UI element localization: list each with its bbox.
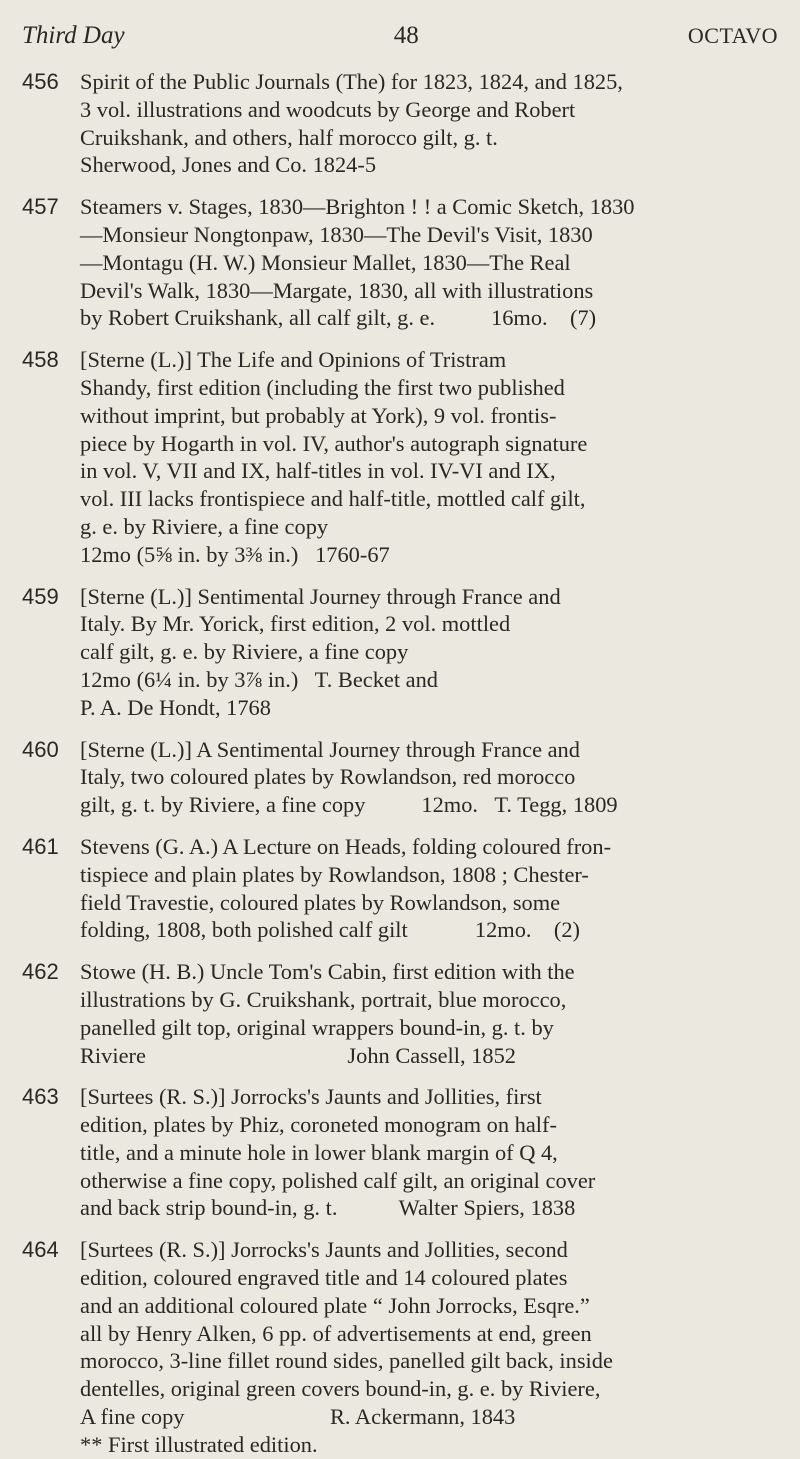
lot-entry bbox=[22, 1083, 778, 1222]
lot-entry bbox=[22, 958, 778, 1069]
lot-description-line: ** First illustrated edition. bbox=[80, 1431, 318, 1457]
lot-description bbox=[80, 193, 778, 332]
lot-description-line: field Travestie, coloured plates by Rowlandson, some bbox=[80, 889, 561, 915]
lot-description bbox=[80, 833, 778, 944]
lot-description-line: —Monsieur Nongtonpaw, 1830—The Devil's Visit, 1830 bbox=[80, 221, 593, 247]
lot-description-line: Spirit of the Public Journals (The) for 1823, 1824, and 1825, bbox=[80, 69, 623, 94]
lot-description-line: gilt, g. t. by Riviere, a fine copy 12mo. T. Tegg, 1809 bbox=[80, 792, 618, 818]
lot-description-line: Sherwood, Jones and Co. 1824-5 bbox=[80, 152, 377, 178]
lot-description-line: and back strip bound-in, g. t. Walter Spiers, 1838 bbox=[80, 1195, 576, 1221]
lot-description-line: piece by Hogarth in vol. IV, author's autograph signature bbox=[80, 430, 588, 456]
lot-description-line: [Sterne (L.)] Sentimental Journey through France and bbox=[80, 583, 561, 609]
section-title: Third Day bbox=[22, 22, 125, 49]
lot-description-line: all by Henry Alken, 6 pp. of advertisements at end, green bbox=[80, 1320, 592, 1346]
lot-entry bbox=[22, 193, 778, 332]
lot-description-line: [Surtees (R. S.)] Jorrocks's Jaunts and Jollities, second bbox=[80, 1237, 568, 1263]
lot-number: 460 bbox=[22, 736, 59, 762]
lot-description-line: Stowe (H. B.) Uncle Tom's Cabin, first edition with the bbox=[80, 959, 575, 985]
lot-description-line: Cruikshank, and others, half morocco gilt, g. t. bbox=[80, 124, 498, 150]
lot-description bbox=[80, 1083, 778, 1222]
lot-description-line: edition, plates by Phiz, coroneted monogram on half- bbox=[80, 1112, 557, 1138]
lot-description-line: [Sterne (L.)] The Life and Opinions of Tristram bbox=[80, 347, 507, 373]
lot-entry bbox=[22, 736, 778, 819]
lot-description bbox=[80, 1236, 778, 1458]
lot-description-line: 12mo (5⅝ in. by 3⅜ in.) 1760-67 bbox=[80, 541, 390, 567]
lot-description-line: edition, coloured engraved title and 14 coloured plates bbox=[80, 1265, 568, 1291]
lot-description bbox=[80, 68, 778, 179]
lot-number: 458 bbox=[22, 347, 59, 373]
lot-number: 461 bbox=[22, 833, 59, 859]
lot-description-line: Steamers v. Stages, 1830—Brighton ! ! a Comic Sketch, 1830 bbox=[80, 194, 635, 220]
lot-description-line: calf gilt, g. e. by Riviere, a fine copy bbox=[80, 639, 409, 665]
lot-description-line: otherwise a fine copy, polished calf gilt, an original cover bbox=[80, 1167, 596, 1193]
lot-description-line: title, and a minute hole in lower blank margin of Q 4, bbox=[80, 1139, 558, 1165]
lot-description-line: dentelles, original green covers bound-in, g. e. by Riviere, bbox=[80, 1376, 601, 1402]
lot-description-line: 3 vol. illustrations and woodcuts by George and Robert bbox=[80, 96, 576, 122]
lot-description-line: Italy. By Mr. Yorick, first edition, 2 vol. mottled bbox=[80, 611, 511, 637]
lot-description-line: in vol. V, VII and IX, half-titles in vol. IV-VI and IX, bbox=[80, 458, 556, 484]
lot-entry bbox=[22, 68, 778, 179]
lot-description-line: Italy, two coloured plates by Rowlandson, red morocco bbox=[80, 764, 576, 790]
page-number: 48 bbox=[393, 22, 419, 49]
lot-number: 464 bbox=[22, 1237, 59, 1263]
lot-description bbox=[80, 346, 778, 568]
lot-description-line: P. A. De Hondt, 1768 bbox=[80, 694, 271, 720]
lot-description-line: panelled gilt top, original wrappers bound-in, g. t. by bbox=[80, 1014, 554, 1040]
lot-description-line: g. e. by Riviere, a fine copy bbox=[80, 513, 329, 539]
lot-number: 457 bbox=[22, 194, 59, 220]
running-header bbox=[22, 22, 778, 50]
lot-description-line: vol. III lacks frontispiece and half-title, mottled calf gilt, bbox=[80, 486, 586, 512]
lot-description-line: Devil's Walk, 1830—Margate, 1830, all with illustrations bbox=[80, 277, 594, 303]
lot-description-line: Riviere John Cassell, 1852 bbox=[80, 1042, 516, 1068]
lot-description-line: Stevens (G. A.) A Lecture on Heads, folding coloured fron- bbox=[80, 833, 612, 859]
lot-description-line: folding, 1808, both polished calf gilt 12mo. (2) bbox=[80, 917, 581, 943]
lot-description bbox=[80, 958, 778, 1069]
lot-description-line: by Robert Cruikshank, all calf gilt, g. e. 16mo. (7) bbox=[80, 305, 597, 331]
lot-entry bbox=[22, 833, 778, 944]
lot-description-line: without imprint, but probably at York), 9 vol. frontis- bbox=[80, 402, 557, 428]
lot-description-line: Shandy, first edition (including the first two published bbox=[80, 374, 565, 400]
lot-list bbox=[22, 68, 778, 1459]
lot-description bbox=[80, 736, 778, 819]
lot-entry bbox=[22, 1236, 778, 1458]
lot-description-line: A fine copy R. Ackermann, 1843 bbox=[80, 1404, 516, 1430]
lot-description-line: —Montagu (H. W.) Monsieur Mallet, 1830—The Real bbox=[80, 249, 571, 275]
lot-description-line: [Sterne (L.)] A Sentimental Journey through France and bbox=[80, 736, 580, 762]
lot-description-line: tispiece and plain plates by Rowlandson, 1808 ; Chester- bbox=[80, 861, 589, 887]
lot-description-line: [Surtees (R. S.)] Jorrocks's Jaunts and Jollities, first bbox=[80, 1084, 542, 1110]
lot-number: 459 bbox=[22, 583, 59, 609]
lot-description-line: morocco, 3-line fillet round sides, panelled gilt back, inside bbox=[80, 1348, 613, 1374]
lot-description-line: illustrations by G. Cruikshank, portrait, blue morocco, bbox=[80, 986, 567, 1012]
lot-number: 456 bbox=[22, 69, 59, 94]
lot-entry bbox=[22, 583, 778, 722]
format-label: OCTAVO bbox=[687, 23, 778, 48]
lot-description bbox=[80, 583, 778, 722]
lot-description-line: and an additional coloured plate “ John Jorrocks, Esqre.” bbox=[80, 1292, 590, 1318]
lot-description-line: 12mo (6¼ in. by 3⅞ in.) T. Becket and bbox=[80, 666, 438, 692]
lot-number: 462 bbox=[22, 959, 59, 985]
lot-entry bbox=[22, 346, 778, 568]
lot-number: 463 bbox=[22, 1084, 59, 1110]
